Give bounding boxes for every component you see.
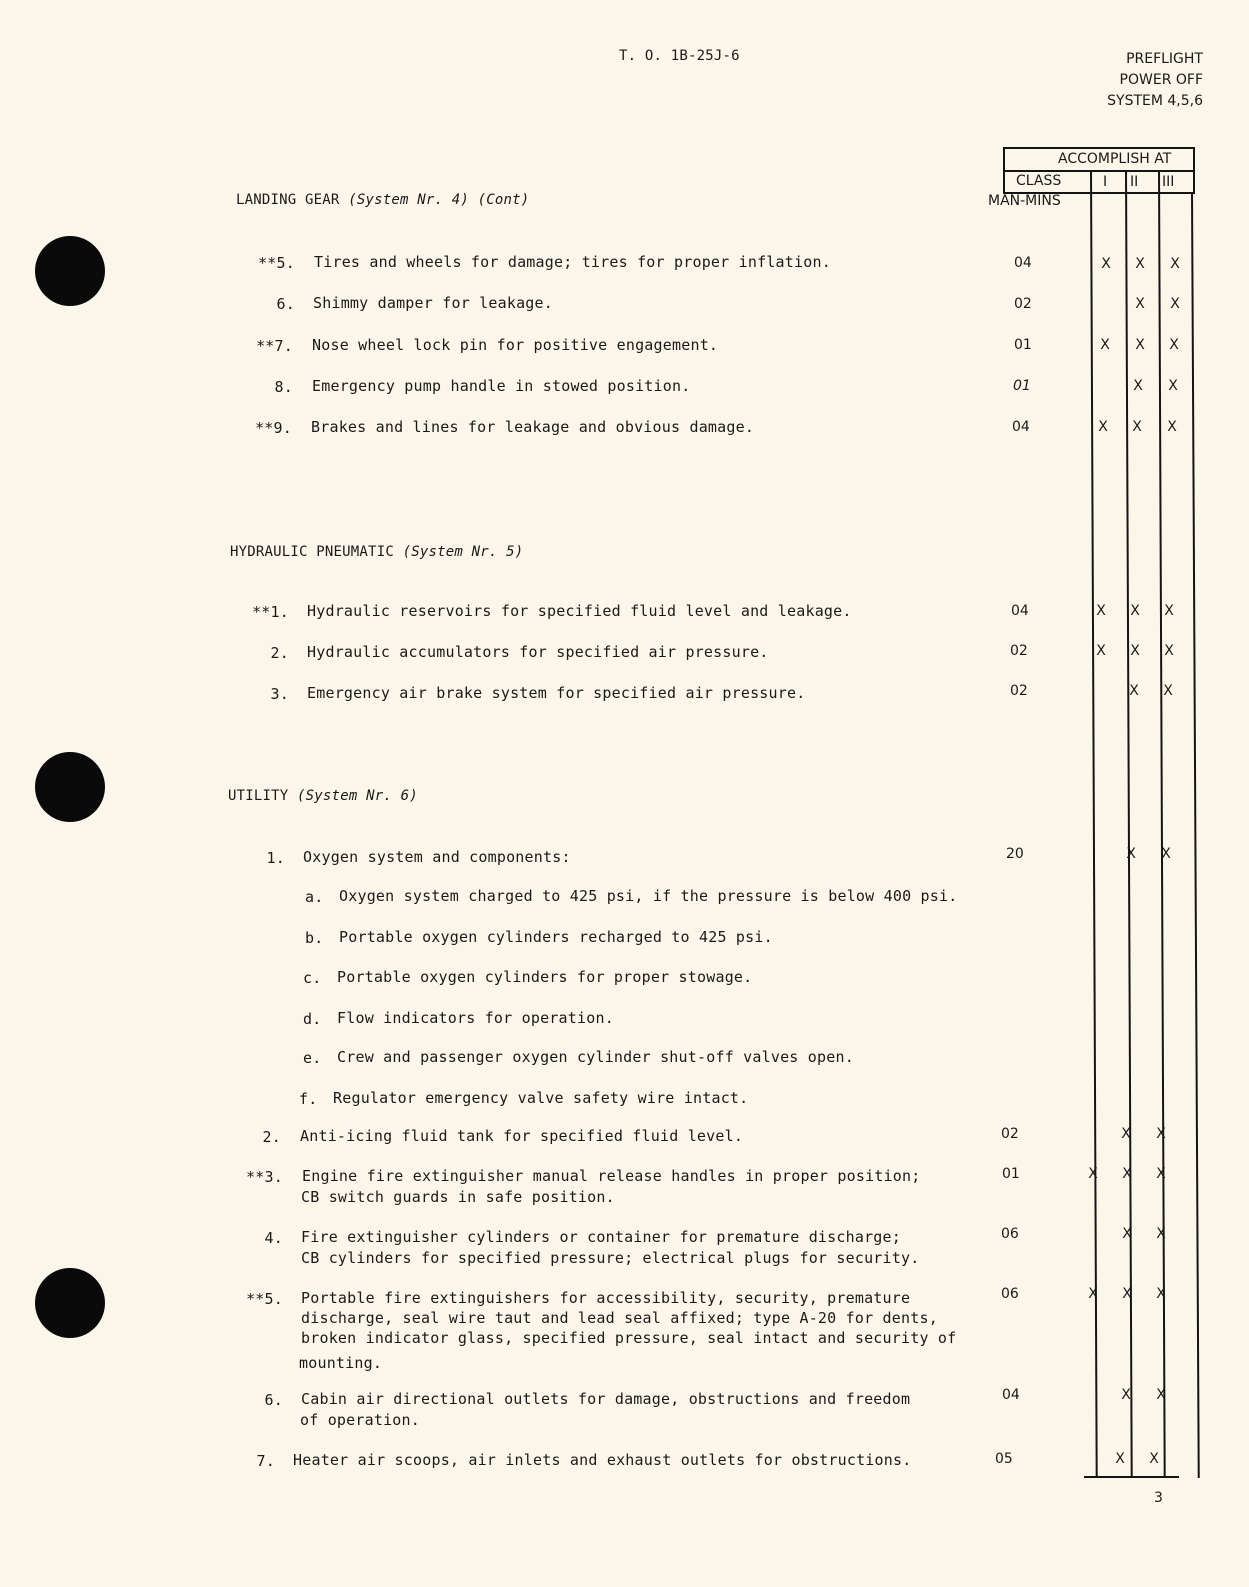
class-i-mark: X <box>1098 419 1108 435</box>
class-iii-mark: X <box>1156 1226 1166 1242</box>
sub-item-text: Portable oxygen cylinders recharged to 425 psi. <box>339 928 773 946</box>
class-ii-mark: X <box>1130 603 1140 619</box>
item-text: Shimmy damper for leakage. <box>313 294 553 312</box>
section-title-text: HYDRAULIC PNEUMATIC <box>230 544 394 560</box>
man-mins-value: 04 <box>1002 1387 1020 1403</box>
item-number: 7. <box>256 1452 275 1470</box>
man-mins-value: 04 <box>1014 255 1032 271</box>
item-number: 1. <box>266 849 285 867</box>
class-ii-mark: X <box>1121 1387 1131 1403</box>
item-text-continued: discharge, seal wire taut and lead seal affixed; type A-20 for dents, <box>301 1309 938 1327</box>
header-line-power-off: POWER OFF <box>1119 72 1203 88</box>
class-iii-mark: X <box>1169 337 1179 353</box>
table-column-line <box>1090 170 1098 1478</box>
item-text: Hydraulic accumulators for specified air pressure. <box>307 643 769 661</box>
sub-item-letter: e. <box>303 1049 322 1067</box>
table-column-line <box>1158 170 1166 1478</box>
header-line-preflight: PREFLIGHT <box>1126 51 1203 67</box>
section-title-suffix: (System Nr. 4) (Cont) <box>348 192 530 208</box>
item-text: Nose wheel lock pin for positive engagement. <box>312 336 719 354</box>
section-title-text: LANDING GEAR <box>236 192 340 208</box>
class-col-ii: II <box>1130 174 1139 190</box>
item-text: Hydraulic reservoirs for specified fluid level and leakage. <box>307 602 852 620</box>
class-ii-mark: X <box>1122 1286 1132 1302</box>
sub-item-letter: a. <box>305 888 324 906</box>
table-line <box>1003 147 1195 149</box>
sub-item-letter: f. <box>299 1090 318 1108</box>
item-text: Anti-icing fluid tank for specified fluid level. <box>300 1127 744 1145</box>
man-mins-value: 02 <box>1010 683 1028 699</box>
sub-item-letter: c. <box>303 969 322 987</box>
item-number: 2. <box>262 1128 281 1146</box>
class-i-mark: X <box>1101 256 1111 272</box>
class-ii-mark: X <box>1130 643 1140 659</box>
item-text: Cabin air directional outlets for damage, obstructions and freedom <box>301 1390 911 1408</box>
header-right-block <box>1107 49 1203 112</box>
item-number: 6. <box>264 1391 283 1409</box>
class-i-mark: X <box>1100 337 1110 353</box>
class-i-mark: X <box>1096 643 1106 659</box>
sub-item-text: Oxygen system charged to 425 psi, if the pressure is below 400 psi. <box>339 887 958 905</box>
class-iii-mark: X <box>1156 1166 1166 1182</box>
sub-item-letter: d. <box>303 1010 322 1028</box>
item-text: Engine fire extinguisher manual release handles in proper position; <box>302 1167 921 1185</box>
section-title-text: UTILITY <box>228 788 289 804</box>
class-iii-mark: X <box>1170 296 1180 312</box>
item-number: 6. <box>276 295 295 313</box>
section-title-utility <box>228 788 418 804</box>
item-text-continued: broken indicator glass, specified pressure, seal intact and security of <box>301 1329 957 1347</box>
man-mins-value: 01 <box>1002 1166 1020 1182</box>
item-text: Tires and wheels for damage; tires for proper inflation. <box>314 253 831 271</box>
section-title-landing-gear <box>236 192 529 208</box>
table-column-line <box>1191 192 1200 1478</box>
item-number: 3. <box>270 685 289 703</box>
item-text: Emergency pump handle in stowed position. <box>312 377 691 395</box>
item-number: **9. <box>255 419 292 437</box>
man-mins-value: 04 <box>1011 603 1029 619</box>
class-ii-mark: X <box>1122 1226 1132 1242</box>
item-number: **3. <box>246 1168 283 1186</box>
item-text: Heater air scoops, air inlets and exhaust outlets for obstructions. <box>293 1451 912 1469</box>
item-text: Brakes and lines for leakage and obvious damage. <box>311 418 755 436</box>
class-ii-mark: X <box>1126 846 1136 862</box>
class-i-mark: X <box>1096 603 1106 619</box>
binder-hole-middle <box>35 752 105 822</box>
item-number: 4. <box>264 1229 283 1247</box>
man-mins-value: 02 <box>1001 1126 1019 1142</box>
item-text-continued: mounting. <box>299 1354 383 1372</box>
class-iii-mark: X <box>1164 603 1174 619</box>
header-line-system: SYSTEM 4,5,6 <box>1107 93 1203 109</box>
class-iii-mark: X <box>1149 1451 1159 1467</box>
class-ii-mark: X <box>1135 296 1145 312</box>
class-ii-mark: X <box>1133 378 1143 394</box>
class-iii-mark: X <box>1168 378 1178 394</box>
class-iii-mark: X <box>1156 1126 1166 1142</box>
man-mins-value: 02 <box>1014 296 1032 312</box>
item-text: Emergency air brake system for specified air pressure. <box>307 684 806 702</box>
man-mins-value: 04 <box>1012 419 1030 435</box>
accomplish-at-label: ACCOMPLISH AT <box>1058 151 1172 167</box>
sub-item-letter: b. <box>305 929 324 947</box>
class-ii-mark: X <box>1135 256 1145 272</box>
class-ii-mark: X <box>1129 683 1139 699</box>
item-text: Portable fire extinguishers for accessibility, security, premature <box>301 1289 911 1307</box>
class-iii-mark: X <box>1163 683 1173 699</box>
doc-number: T. O. 1B-25J-6 <box>619 48 740 64</box>
item-number: 8. <box>274 378 293 396</box>
item-text-continued: of operation. <box>300 1411 420 1429</box>
section-title-suffix: (System Nr. 6) <box>297 788 418 804</box>
class-col-iii: III <box>1162 174 1175 190</box>
sub-item-text: Flow indicators for operation. <box>337 1009 614 1027</box>
class-iii-mark: X <box>1156 1286 1166 1302</box>
table-line <box>1193 147 1195 194</box>
man-mins-value: 05 <box>995 1451 1013 1467</box>
class-i-mark: X <box>1088 1166 1098 1182</box>
man-mins-value: 20 <box>1006 846 1024 862</box>
man-mins-value: 01 <box>1014 337 1032 353</box>
table-bottom-line <box>1084 1476 1179 1478</box>
class-ii-mark: X <box>1135 337 1145 353</box>
class-ii-mark: X <box>1115 1451 1125 1467</box>
class-ii-mark: X <box>1122 1166 1132 1182</box>
item-number: **5. <box>258 254 295 272</box>
class-i-mark: X <box>1088 1286 1098 1302</box>
item-number: **7. <box>256 337 293 355</box>
man-mins-value: 06 <box>1001 1226 1019 1242</box>
man-mins-value: 06 <box>1001 1286 1019 1302</box>
item-number: **1. <box>252 603 289 621</box>
class-iii-mark: X <box>1167 419 1177 435</box>
class-iii-mark: X <box>1164 643 1174 659</box>
section-title-hydraulic-pneumatic <box>230 544 523 560</box>
item-text-continued: CB cylinders for specified pressure; electrical plugs for security. <box>301 1249 920 1267</box>
item-text: Oxygen system and components: <box>303 848 571 866</box>
sub-item-text: Regulator emergency valve safety wire intact. <box>333 1089 749 1107</box>
item-number: 2. <box>270 644 289 662</box>
table-column-line <box>1125 170 1133 1478</box>
binder-hole-top <box>35 236 105 306</box>
man-mins-value: 01 <box>1013 378 1031 394</box>
class-label: CLASS <box>1016 173 1062 189</box>
class-ii-mark: X <box>1132 419 1142 435</box>
class-iii-mark: X <box>1170 256 1180 272</box>
man-mins-value: 02 <box>1010 643 1028 659</box>
sub-item-text: Portable oxygen cylinders for proper stowage. <box>337 968 753 986</box>
class-col-i: I <box>1103 174 1108 190</box>
page-number: 3 <box>1154 1490 1163 1506</box>
class-iii-mark: X <box>1161 846 1171 862</box>
item-text: Fire extinguisher cylinders or container for premature discharge; <box>301 1228 901 1246</box>
man-mins-label: MAN-MINS <box>988 193 1061 209</box>
class-iii-mark: X <box>1156 1387 1166 1403</box>
section-title-suffix: (System Nr. 5) <box>402 544 524 560</box>
binder-hole-bottom <box>35 1268 105 1338</box>
item-text-continued: CB switch guards in safe position. <box>301 1188 615 1206</box>
table-line <box>1003 147 1005 193</box>
sub-item-text: Crew and passenger oxygen cylinder shut-off valves open. <box>337 1048 854 1066</box>
table-line <box>1003 170 1195 172</box>
item-number: **5. <box>246 1290 283 1308</box>
class-ii-mark: X <box>1121 1126 1131 1142</box>
